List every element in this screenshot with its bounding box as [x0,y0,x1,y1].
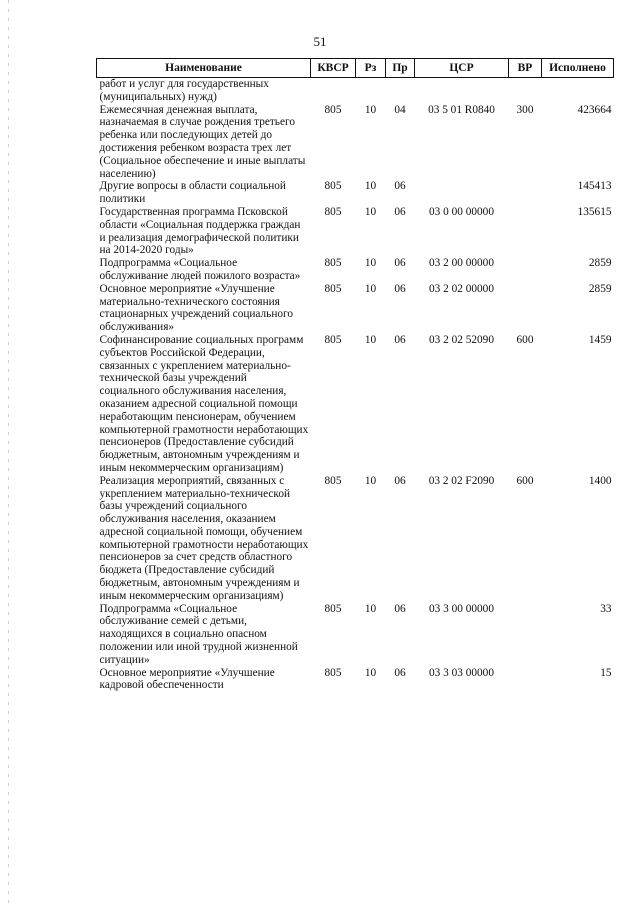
cell-kvsr: 805 [324,333,342,346]
cell-vr [509,667,542,693]
cell-rz: 10 [364,602,377,615]
cell-sum: 135615 [577,205,612,218]
cell-name: Другие вопросы в области социальной политики [99,180,286,206]
cell-vr: 600 [516,474,534,487]
table-row [97,603,614,667]
cell-pr: 06 [394,257,406,270]
cell-name: Подпрограмма «Социальное обслуживание людей пожилого возраста» [99,257,301,282]
cell-rz: 10 [364,666,377,679]
table-row [97,180,614,206]
cell-kvsr: 805 [324,103,342,116]
cell-pr: 06 [394,666,406,679]
cell-sum: 33 [600,602,612,615]
table-row [97,257,614,283]
cell-pr: 06 [394,205,406,218]
header-sum: Исполнено [542,59,614,78]
cell-pr: 06 [394,333,406,346]
cell-csr: 03 2 00 00000 [429,257,494,270]
cell-rz: 10 [364,474,377,487]
cell-name: Основное мероприятие «Улучшение кадровой обеспеченности [99,666,275,692]
cell-name: работ и услуг для государственных (муниципальных) нужд) [99,78,269,103]
cell-csr: 03 3 00 00000 [429,602,494,615]
cell-kvsr: 805 [324,257,342,270]
cell-csr: 03 2 02 00000 [429,282,494,295]
header-name: Наименование [97,59,311,78]
cell-vr: 600 [516,333,534,346]
cell-name: Реализация мероприятий, связанных с укреплением материально-технической базы учреждений социального обслуживания населения, оказанием адресной социальной помощи, обучением компьютерной грамотности неработающих пенсионеров за счет средств областного бюджета (Предоставление субсидий бюджетным, автономным учреждениям и иным некоммерческим организациям) [99,474,309,602]
cell-kvsr: 805 [324,474,342,487]
cell-sum [542,78,614,104]
table-row [97,206,614,257]
cell-rz: 10 [364,180,377,193]
cell-rz: 10 [364,282,377,295]
table-row [97,334,614,475]
cell-pr: 04 [394,103,406,116]
cell-sum: 2859 [588,282,612,295]
cell-sum: 2859 [588,257,612,270]
table-row [97,475,614,603]
budget-table [96,58,614,692]
table-row [97,78,614,104]
cell-kvsr: 805 [324,282,342,295]
cell-vr [509,180,542,206]
cell-kvsr: 805 [324,602,342,615]
cell-rz: 10 [364,205,377,218]
header-vr: ВР [509,59,542,78]
cell-csr [415,180,509,206]
cell-vr [509,283,542,334]
cell-vr [509,257,542,283]
cell-pr: 06 [394,180,406,193]
table-body [97,78,614,693]
cell-name: Ежемесячная денежная выплата, назначаемая в случае рождения третьего ребенка или последующих детей до достижения ребенком возраста трех лет (Социальное обеспечение и иные выплаты населению) [99,103,306,180]
table-row [97,667,614,693]
table-row [97,104,614,181]
cell-kvsr [311,78,356,104]
cell-sum: 15 [600,666,612,679]
cell-pr: 06 [394,474,406,487]
cell-pr: 06 [394,602,406,615]
cell-pr: 06 [394,282,406,295]
header-pr: Пр [386,59,415,78]
cell-vr [509,78,542,104]
cell-vr [509,206,542,257]
cell-csr: 03 2 02 F2090 [428,474,495,487]
page-number: 51 [313,34,327,49]
header-row [97,59,614,78]
cell-sum: 1459 [588,333,612,346]
cell-rz: 10 [364,257,377,270]
header-rz: Рз [356,59,386,78]
cell-rz: 10 [364,333,377,346]
scan-edge-artifact [8,0,9,905]
cell-csr: 03 5 01 R0840 [428,103,495,116]
cell-vr [509,603,542,667]
cell-csr: 03 2 02 52090 [429,333,494,346]
cell-rz: 10 [364,103,377,116]
table-header [97,59,614,78]
cell-sum: 1400 [588,474,612,487]
cell-vr: 300 [516,103,534,116]
cell-kvsr: 805 [324,180,342,193]
header-kvsr: КВСР [311,59,356,78]
cell-name: Государственная программа Псковской области «Социальная поддержка граждан и реализация демографической политики на 2014-2020 годы» [99,205,301,257]
cell-sum: 145413 [577,180,612,193]
cell-csr: 03 0 00 00000 [429,205,494,218]
cell-kvsr: 805 [324,205,342,218]
header-csr: ЦСР [415,59,509,78]
table-row [97,283,614,334]
cell-csr [415,78,509,104]
cell-pr [386,78,415,104]
cell-name: Подпрограмма «Социальное обслуживание семей с детьми, находящихся в социально опасном положении или иной трудной жизненной ситуации» [99,602,298,666]
cell-name: Софинансирование социальных программ субъектов Российской Федерации, связанных с укреплением материально-технической базы учреждений социального обслуживания населения, оказанием адресной социальной помощи неработающим пенсионерам, обучением компьютерной грамотности неработающих пенсионеров (Предоставление субсидий бюджетным, автономным учреждениям и иным некоммерческим организациям) [99,333,309,474]
cell-sum: 423664 [577,103,612,116]
cell-rz [356,78,386,104]
cell-kvsr: 805 [324,666,342,679]
cell-name: Основное мероприятие «Улучшение материально-технического состояния стационарных учреждений социального обслуживания» [99,282,294,334]
cell-csr: 03 3 03 00000 [429,666,494,679]
